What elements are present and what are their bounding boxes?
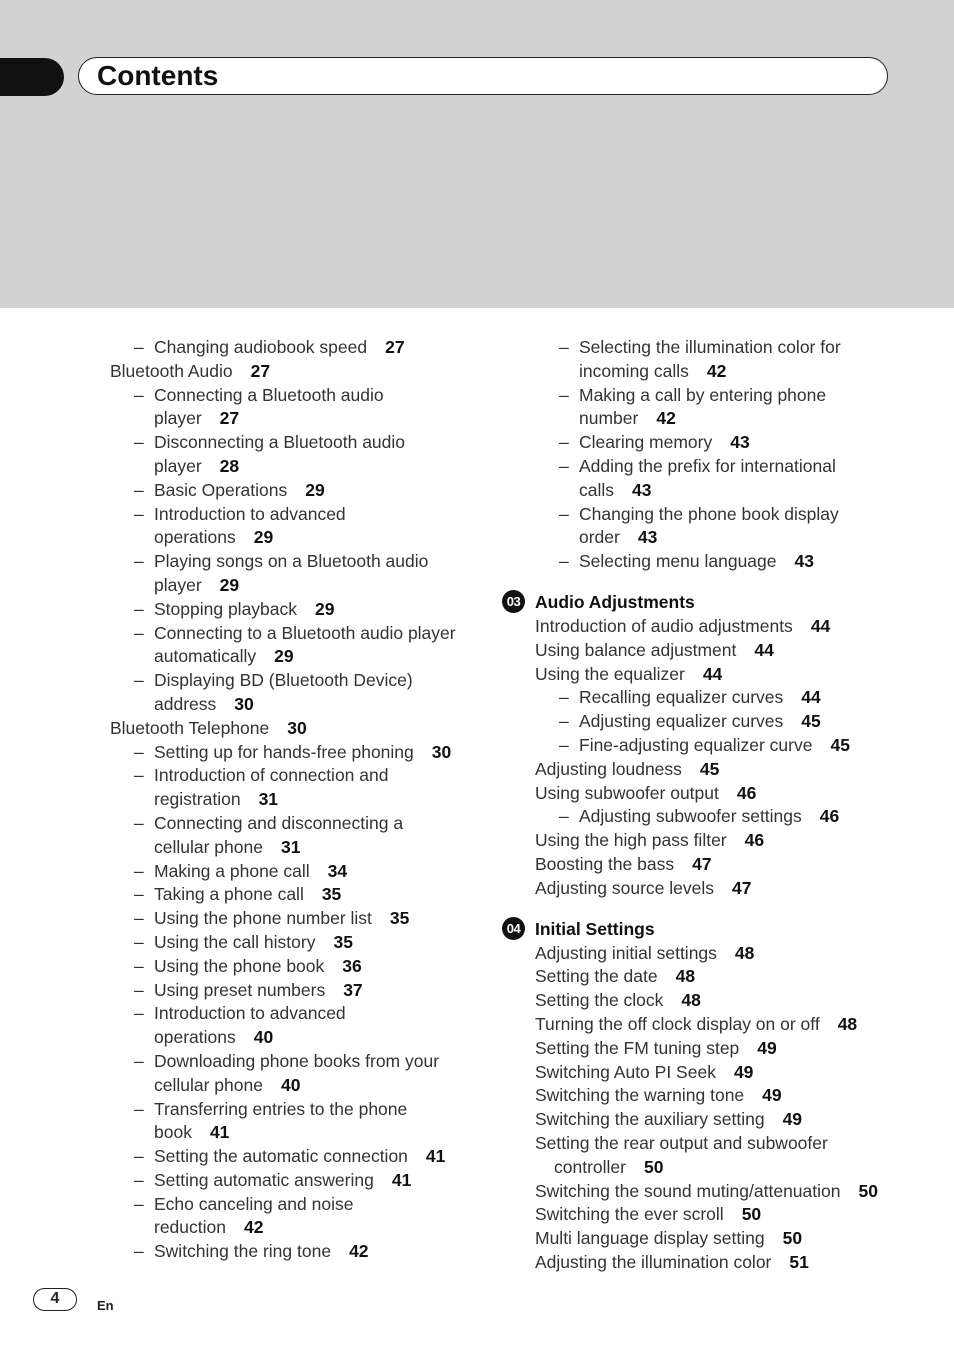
entry-text: number [579, 408, 639, 429]
toc-entry[interactable] [110, 1193, 510, 1241]
entry-text: Selecting the illumination color for [579, 337, 841, 357]
dash-marker: – [134, 884, 144, 905]
entry-text: Using the call history [154, 931, 316, 952]
toc-entry[interactable] [535, 615, 935, 639]
toc-entry[interactable] [110, 1098, 510, 1146]
page-ref: 30 [431, 741, 452, 762]
page-ref: 44 [702, 663, 723, 684]
page-ref: 42 [706, 360, 727, 381]
page-ref: 45 [801, 711, 821, 732]
toc-entry[interactable] [535, 853, 935, 877]
entry-text: order [579, 527, 620, 548]
dash-marker: – [134, 622, 144, 643]
section-heading[interactable] [506, 590, 935, 614]
entry-text: Bluetooth Telephone [110, 717, 270, 738]
page-ref: 43 [794, 551, 814, 572]
page-ref: 46 [819, 806, 840, 827]
entry-text: automatically [154, 646, 257, 667]
dash-marker: – [134, 503, 144, 524]
toc-entry[interactable] [535, 384, 935, 432]
page-ref: 47 [731, 877, 752, 898]
entry-text: Introduction to advanced [154, 1003, 346, 1024]
page-ref: 49 [733, 1061, 754, 1082]
entry-text: Adjusting equalizer curves [579, 711, 784, 732]
entry-text: Adjusting the illumination color [535, 1251, 772, 1272]
entry-text: Setting the automatic connection [154, 1146, 408, 1167]
header-band [0, 0, 954, 308]
dash-marker: – [134, 598, 144, 619]
entry-text: Stopping playback [154, 598, 298, 619]
entry-text: Connecting and disconnecting a [154, 812, 404, 833]
toc-entry[interactable] [110, 1002, 510, 1050]
entry-text: player [154, 408, 202, 429]
toc-entry[interactable] [110, 431, 510, 479]
page-ref: 41 [425, 1146, 446, 1167]
entry-text: Turning the off clock display on or off [535, 1013, 820, 1034]
entry-text: Recalling equalizer curves [579, 687, 784, 708]
page-ref: 41 [391, 1169, 412, 1190]
toc-entry[interactable] [110, 883, 510, 907]
page-ref: 27 [250, 360, 271, 381]
entry-text: registration [154, 789, 241, 810]
toc-entry[interactable] [535, 455, 935, 503]
entry-text: Echo canceling and noise [154, 1193, 354, 1214]
dash-marker: – [134, 812, 144, 833]
entry-text: Setting the date [535, 966, 658, 987]
dash-marker: – [134, 1169, 144, 1190]
entry-text: Connecting a Bluetooth audio [154, 384, 384, 405]
toc-entry[interactable] [110, 741, 510, 765]
page-ref: 41 [209, 1122, 230, 1143]
entry-text: Adjusting initial settings [535, 942, 717, 963]
dash-marker: – [134, 1098, 144, 1119]
entry-text: Using balance adjustment [535, 639, 737, 660]
dash-marker: – [134, 1241, 144, 1262]
toc-entry[interactable] [110, 955, 510, 979]
page-ref: 46 [744, 830, 765, 851]
page-ref: 35 [389, 908, 410, 929]
dash-marker: – [134, 931, 144, 952]
entry-text: Using the phone book [154, 955, 325, 976]
entry-text: controller [554, 1156, 626, 1177]
page-ref: 36 [342, 955, 362, 976]
entry-text: Switching the ever scroll [535, 1204, 724, 1225]
toc-entry[interactable] [535, 942, 935, 966]
entry-text: Making a call by entering phone [579, 384, 827, 405]
toc-entry[interactable] [110, 598, 510, 622]
entry-text: Changing the phone book display [579, 503, 839, 524]
entry-text: Using the phone number list [154, 908, 372, 929]
entry-text: Setting the rear output and subwoofer [535, 1132, 828, 1153]
page-ref: 43 [637, 527, 658, 548]
page-ref: 49 [757, 1037, 777, 1058]
entry-text: book [154, 1122, 192, 1143]
toc-entry[interactable] [535, 965, 935, 989]
entry-text: Disconnecting a Bluetooth audio [154, 432, 406, 453]
dash-marker: – [559, 384, 569, 405]
page-ref: 31 [258, 789, 279, 810]
page-ref: 30 [287, 717, 307, 738]
toc-entry[interactable] [535, 734, 935, 758]
dash-marker: – [559, 432, 569, 453]
section-heading[interactable] [506, 917, 935, 941]
page-ref: 49 [762, 1085, 782, 1106]
toc-entry[interactable] [110, 812, 510, 860]
entry-text: address [154, 693, 217, 714]
entry-text: Setting the FM tuning step [535, 1037, 740, 1058]
toc-entry[interactable] [535, 829, 935, 853]
page-ref: 34 [327, 860, 348, 881]
toc-entry[interactable] [535, 989, 935, 1013]
entry-text: Boosting the bass [535, 853, 675, 874]
toc-entry[interactable] [110, 1240, 510, 1264]
entry-text: Taking a phone call [154, 884, 304, 905]
toc-entry[interactable] [535, 550, 935, 574]
dash-marker: – [559, 551, 569, 572]
page-title: Contents [97, 60, 219, 91]
toc-entry[interactable] [535, 1084, 935, 1108]
dash-marker: – [134, 955, 144, 976]
page-ref: 50 [782, 1228, 803, 1249]
entry-text: reduction [154, 1217, 226, 1238]
page-number: 4 [33, 1288, 77, 1311]
toc-entry[interactable] [110, 764, 510, 812]
dash-marker: – [134, 551, 144, 572]
page-ref: 27 [385, 337, 405, 357]
entry-text: Introduction of audio adjustments [535, 615, 793, 636]
entry-text: Switching Auto PI Seek [535, 1061, 716, 1082]
page-ref: 29 [253, 527, 274, 548]
toc-entry[interactable] [110, 479, 510, 503]
page-ref: 28 [219, 455, 240, 476]
dash-marker: – [559, 503, 569, 524]
toc-entry[interactable] [110, 717, 510, 741]
entry-text: Using the equalizer [535, 663, 685, 684]
entry-text: Introduction to advanced [154, 503, 346, 524]
entry-text: Selecting menu language [579, 551, 777, 572]
entry-text: Connecting to a Bluetooth audio player [154, 622, 456, 643]
entry-text: Adding the prefix for international [579, 455, 836, 476]
entry-text: Introduction of connection and [154, 765, 389, 786]
page-ref: 45 [699, 758, 720, 779]
entry-text: Bluetooth Audio [110, 360, 233, 381]
page-ref: 30 [234, 693, 254, 714]
toc-entry[interactable] [535, 877, 935, 901]
dash-marker: – [559, 806, 569, 827]
section-number-badge: 03 [502, 590, 525, 613]
page-ref: 43 [632, 479, 652, 500]
page-ref: 48 [837, 1013, 858, 1034]
dash-marker: – [134, 860, 144, 881]
page-ref: 37 [343, 979, 363, 1000]
page-ref: 29 [315, 598, 335, 619]
page-ref: 48 [675, 966, 696, 987]
page-ref: 27 [219, 408, 240, 429]
entry-text: cellular phone [154, 836, 263, 857]
toc-entry[interactable] [110, 503, 510, 551]
dash-marker: – [559, 455, 569, 476]
title-pill [78, 57, 888, 95]
page-ref: 49 [782, 1109, 803, 1130]
page-ref: 51 [789, 1251, 809, 1272]
toc-entry[interactable] [110, 622, 510, 670]
dash-marker: – [134, 1003, 144, 1024]
entry-text: Switching the auxiliary setting [535, 1109, 765, 1130]
dash-marker: – [134, 384, 144, 405]
toc-entry[interactable] [110, 550, 510, 598]
toc-entry[interactable] [535, 758, 935, 782]
dash-marker: – [134, 908, 144, 929]
dash-marker: – [134, 1050, 144, 1071]
toc-entry[interactable] [110, 384, 510, 432]
entry-text: Adjusting source levels [535, 877, 714, 898]
entry-text: Making a phone call [154, 860, 310, 881]
entry-text: Setting automatic answering [154, 1169, 374, 1190]
toc-entry[interactable] [110, 1050, 510, 1098]
dash-marker: – [134, 741, 144, 762]
toc-entry[interactable] [535, 782, 935, 806]
page-ref: 43 [730, 432, 750, 453]
toc-entry[interactable] [535, 1013, 935, 1037]
dash-marker: – [134, 1193, 144, 1214]
dash-marker: – [134, 337, 144, 357]
entry-text: Switching the warning tone [535, 1085, 745, 1106]
page-ref: 35 [321, 884, 342, 905]
dash-marker: – [134, 979, 144, 1000]
toc-entry[interactable] [535, 336, 935, 384]
entry-text: Using the high pass filter [535, 830, 727, 851]
page-ref: 50 [643, 1156, 664, 1177]
section-number-badge: 04 [502, 917, 525, 940]
page-ref: 40 [253, 1027, 274, 1048]
toc-entry[interactable] [110, 669, 510, 717]
page-ref: 29 [274, 646, 294, 667]
page-ref: 48 [681, 990, 701, 1011]
toc-entry[interactable] [535, 1037, 935, 1061]
toc-entry[interactable] [535, 686, 935, 710]
chapter-tab [0, 58, 64, 96]
page-ref: 46 [736, 782, 757, 803]
page-ref: 40 [280, 1074, 301, 1095]
toc-entry[interactable] [535, 663, 935, 687]
page-ref: 42 [656, 408, 676, 429]
toc-entry[interactable] [535, 639, 935, 663]
toc-entry[interactable] [535, 710, 935, 734]
entry-text: Switching the sound muting/attenuation [535, 1180, 841, 1201]
toc-right-column [506, 336, 935, 1275]
entry-text: Switching the ring tone [154, 1241, 332, 1262]
page-ref: 35 [333, 931, 353, 952]
toc-entry[interactable] [110, 860, 510, 884]
entry-text: player [154, 455, 202, 476]
toc-entry[interactable] [535, 1180, 935, 1204]
entry-text: Setting up for hands-free phoning [154, 741, 414, 762]
entry-text: incoming calls [579, 360, 689, 381]
dash-marker: – [134, 479, 144, 500]
toc-entry[interactable] [535, 1227, 935, 1251]
entry-text: operations [154, 1027, 236, 1048]
page-ref: 29 [219, 574, 240, 595]
section-title: Audio Adjustments [535, 591, 695, 612]
toc-entry[interactable] [110, 907, 510, 931]
toc-entry[interactable] [110, 1169, 510, 1193]
entry-text: cellular phone [154, 1074, 263, 1095]
page-ref: 48 [734, 942, 755, 963]
dash-marker: – [134, 765, 144, 786]
entry-text: Setting the clock [535, 990, 664, 1011]
page-ref: 31 [280, 836, 301, 857]
entry-text: Basic Operations [154, 479, 288, 500]
page-ref: 50 [858, 1180, 878, 1201]
entry-text: Fine-adjusting equalizer curve [579, 734, 813, 755]
language-label: En [97, 1298, 114, 1313]
entry-text: Changing audiobook speed [154, 337, 368, 357]
entry-text: Clearing memory [579, 432, 713, 453]
toc-entry[interactable] [110, 360, 510, 384]
dash-marker: – [559, 734, 569, 755]
page-ref: 45 [830, 734, 850, 755]
toc-entry[interactable] [535, 1132, 935, 1180]
entry-text: Adjusting subwoofer settings [579, 806, 802, 827]
toc-entry[interactable] [535, 1203, 935, 1227]
entry-text: Adjusting loudness [535, 758, 682, 779]
toc-entry[interactable] [535, 805, 935, 829]
entry-text: Transferring entries to the phone [154, 1098, 408, 1119]
toc-entry[interactable] [535, 503, 935, 551]
entry-text: calls [579, 479, 615, 500]
page-ref: 44 [754, 639, 774, 660]
entry-text: Multi language display setting [535, 1228, 765, 1249]
entry-text: operations [154, 527, 236, 548]
dash-marker: – [559, 687, 569, 708]
page-ref: 42 [244, 1217, 264, 1238]
entry-text: Displaying BD (Bluetooth Device) [154, 670, 413, 691]
dash-marker: – [559, 337, 569, 357]
toc-entry[interactable] [535, 1251, 935, 1275]
toc-entry[interactable] [110, 336, 510, 360]
page-ref: 44 [801, 687, 821, 708]
toc-entry[interactable] [110, 931, 510, 955]
toc-left-column [110, 336, 510, 1264]
entry-text: Using subwoofer output [535, 782, 719, 803]
entry-text: Playing songs on a Bluetooth audio [154, 551, 429, 572]
toc-entry[interactable] [535, 1108, 935, 1132]
toc-entry[interactable] [535, 431, 935, 455]
toc-entry[interactable] [535, 1061, 935, 1085]
entry-text: Downloading phone books from your [154, 1050, 440, 1071]
page-ref: 47 [692, 853, 712, 874]
dash-marker: – [134, 1146, 144, 1167]
entry-text: Using preset numbers [154, 979, 326, 1000]
page-ref: 50 [741, 1204, 762, 1225]
page-ref: 42 [349, 1241, 369, 1262]
entry-text: player [154, 574, 202, 595]
dash-marker: – [134, 432, 144, 453]
toc-entry[interactable] [110, 979, 510, 1003]
toc-entry[interactable] [110, 1145, 510, 1169]
section-title: Initial Settings [535, 918, 655, 939]
dash-marker: – [134, 670, 144, 691]
page-ref: 44 [810, 615, 831, 636]
dash-marker: – [559, 711, 569, 732]
page-ref: 29 [305, 479, 325, 500]
